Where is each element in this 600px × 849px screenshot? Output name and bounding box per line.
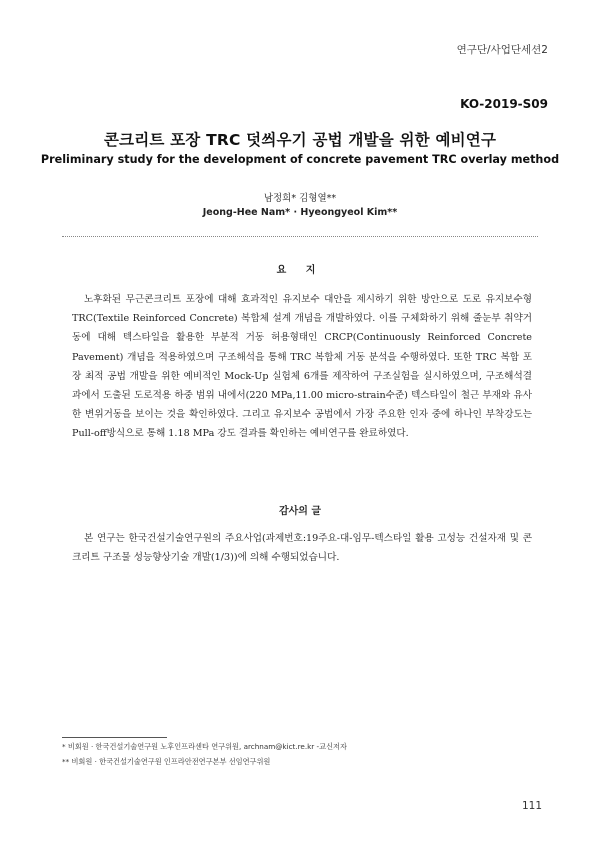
acknowledgment-body: 본 연구는 한국건설기술연구원의 주요사업(과제번호:19주요-대-임무-텍스타일 활용 고성능 건설자재 및 콘크리트 구조물 성능향상기술 개발(1/3))에 의해 수행되었습니다. bbox=[72, 533, 532, 564]
footnote-second-author: ** 비회원 · 한국건설기술연구원 인프라안전연구본부 선임연구위원 bbox=[62, 757, 271, 766]
page-number: 111 bbox=[521, 800, 542, 812]
abstract-heading: 요 지 bbox=[276, 265, 324, 276]
authors-english: Jeong-Hee Nam* · Hyeongyeol Kim** bbox=[202, 207, 398, 218]
footnote-first-author: * 비회원 · 한국건설기술연구원 노후인프라센타 연구위원, archnam@kict.re.kr -교신저자 bbox=[62, 742, 347, 751]
paper-title-english: Preliminary study for the development of concrete pavement TRC overlay method bbox=[40, 153, 560, 166]
paper-title-korean: 콘크리트 포장 TRC 덧씌우기 공법 개발을 위한 예비연구 bbox=[103, 131, 497, 149]
abstract-body: 노후화된 무근콘크리트 포장에 대해 효과적인 유지보수 대안을 제시하기 위한 방안으로 도로 유지보수형 TRC(Textile Reinforced Concrete) 복합체 설계 개념을 개발하였다. 이를 구체화하기 위해 줄눈부 취약거동에 대해 텍스타일을 활용한 부분적 거동 허용형태인 CRCP(Continuously Reinforced Concrete Pavement) 개념을 적용하였으며 구조해석을 통해 TRC 복합체 거동 분석을 수행하였다. 또한 TRC 복합 포장 최적 공법 개발을 위한 예비적인 Mock-Up 실험체 6개를 제작하여 구조실험을 실시하였으며, 구조해석결과에서 도출된 도로적용 하중 범위 내에서(220 MPa,11.00 micro-strain수준) 텍스타일이 철근 부재와 유사한 변위거동을 보이는 것을 확인하였다. 그리고 유지보수 공법에서 가장 주요한 인자 중에 하나인 부착강도는 Pull-off방식으로 통해 1.18 MPa 강도 결과를 확인하는 예비연구를 완료하였다. bbox=[72, 294, 532, 440]
session-label: 연구단/사업단세션2 bbox=[456, 44, 548, 56]
footnote-rule bbox=[62, 737, 167, 738]
dotted-divider bbox=[62, 236, 538, 237]
authors-korean: 남정희* 김형열** bbox=[263, 193, 337, 204]
acknowledgment-heading: 감사의 글 bbox=[278, 506, 322, 517]
paper-code: KO-2019-S09 bbox=[460, 97, 548, 111]
